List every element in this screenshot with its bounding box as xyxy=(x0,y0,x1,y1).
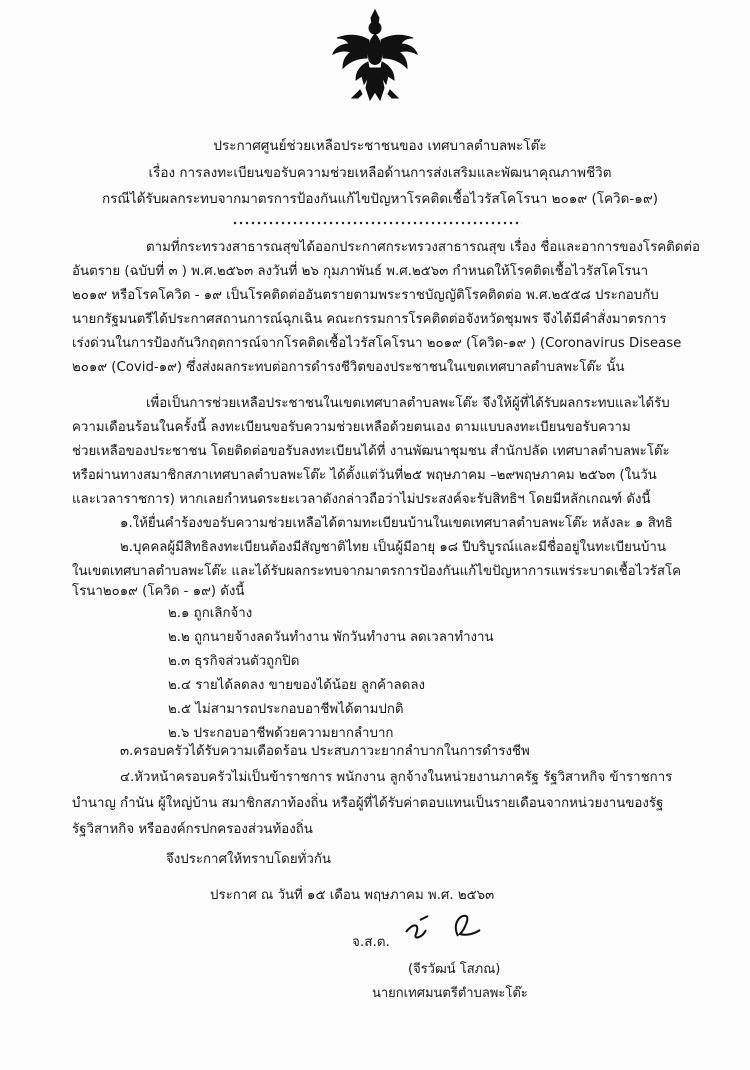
body-line: เพื่อเป็นการช่วยเหลือประชาชนในเขตเทศบาลตำบลพะโต๊ะ จึงให้ผู้ที่ได้รับผลกระทบและได้รับ xyxy=(146,396,670,411)
header-line-3: กรณีได้รับผลกระทบจากมาตรการป้องกันแก้ไขปัญหาโรคติดเชื้อไวรัสโคโรนา ๒๐๑๙ (โควิด-๑๙) xyxy=(101,191,658,207)
header-line-1: ประกาศศูนย์ช่วยเหลือประชาชนของ เทศบาลตำบลพะโต๊ะ xyxy=(213,138,547,154)
body-line: อันตราย (ฉบับที่ ๓ ) พ.ศ.๒๕๖๓ ลงวันที่ ๒๖ กุมภาพันธ์ พ.ศ.๒๕๖๓ กำหนดให้โรคติดเชื้อไวรัสโคโรนา xyxy=(72,264,649,279)
sub-criterion: ๒.๖ ประกอบอาชีพด้วยความยากลำบาก xyxy=(168,726,394,741)
body-line: ตามที่กระทรวงสาธารณสุขได้ออกประกาศกระทรวงสาธารณสุข เรื่อง ชื่อและอาการของโรคติดต่อ xyxy=(146,240,700,255)
body-line: โรนา๒๐๑๙ (โควิด - ๑๙) ดังนี้ xyxy=(72,584,245,599)
signer-rank: จ.ส.ต. xyxy=(352,934,390,950)
separator-asterisks xyxy=(232,220,522,226)
sub-criterion: ๒.๒ ถูกนายจ้างลดวันทำงาน พักวันทำงาน ลดเวลาทำงาน xyxy=(168,630,494,645)
handwritten-signature-icon xyxy=(400,912,490,942)
body-line: ๒๐๑๙ (Covid-๑๙) ซึ่งส่งผลกระทบต่อการดำรงชีวิตของประชาชนในเขตเทศบาลตำบลพะโต๊ะ นั้น xyxy=(72,360,625,375)
criterion-3: ๓.ครอบครัวได้รับความเดือดร้อน ประสบภาวะยากลำบากในการดำรงชีพ xyxy=(120,744,530,759)
body-line: ๒๐๑๙ หรือโรคโควิด - ๑๙ เป็นโรคติดต่ออันตรายตามพระราชบัญญัติโรคติดต่อ พ.ศ.๒๕๕๘ ประกอบกับ xyxy=(72,288,659,303)
body-line: บำนาญ กำนัน ผู้ใหญ่บ้าน สมาชิกสภาท้องถิ่น หรือผู้ที่ได้รับค่าตอบแทนเป็นรายเดือนจากหน่วยงานของรัฐ xyxy=(72,796,664,811)
body-line: หรือผ่านทางสมาชิกสภาเทศบาลตำบลพะโต๊ะ ได้ตั้งแต่วันที่๒๕ พฤษภาคม –๒๙พฤษภาคม ๒๕๖๓ (ในวัน xyxy=(72,468,657,483)
criterion-4: ๔.หัวหน้าครอบครัวไม่เป็นข้าราชการ พนักงาน ลูกจ้างในหน่วยงานภาครัฐ รัฐวิสาหกิจ ข้าราชการ xyxy=(120,770,673,785)
sub-criterion: ๒.๑ ถูกเลิกจ้าง xyxy=(168,606,253,621)
body-line: รัฐวิสาหกิจ หรือองค์กรปกครองส่วนท้องถิ่น xyxy=(72,822,313,837)
body-line: ในเขตเทศบาลตำบลพะโต๊ะ และได้รับผลกระทบจากมาตรการป้องกันแก้ไขปัญหาการแพร่ระบาดเชื้อไวรัสโค xyxy=(72,564,682,579)
criterion-2: ๒.บุคคลผู้มีสิทธิลงทะเบียนต้องมีสัญชาติไทย เป็นผู้มีอายุ ๑๘ ปีบริบูรณ์และมีชื่ออยู่ในทะเบียนบ้าน xyxy=(120,540,666,555)
body-line: เร่งด่วนในการป้องกันวิกฤตการณ์จากโรคติดเชื้อไวรัสโคโรนา ๒๐๑๙ (โควิด-๑๙ ) (Coronavirus Disease xyxy=(72,336,682,351)
garuda-emblem-icon xyxy=(330,6,420,106)
announcement-date: ประกาศ ณ วันที่ ๑๕ เดือน พฤษภาคม พ.ศ. ๒๕๖๓ xyxy=(210,888,495,903)
body-line: ช่วยเหลือของประชาชน โดยติดต่อขอรับลงทะเบียนได้ที่ งานพัฒนาชุมชน สำนักปลัด เทศบาลตำบลพะโต๊ะ xyxy=(72,444,670,459)
criterion-1: ๑.ให้ยื่นคำร้องขอรับความช่วยเหลือได้ตามทะเบียนบ้านในเขตเทศบาลตำบลพะโต๊ะ หลังละ ๑ สิทธิ xyxy=(120,516,673,531)
signer-name: (จีรวัฒน์ โสภณ) xyxy=(408,962,501,977)
sub-criterion: ๒.๓ ธุรกิจส่วนตัวถูกปิด xyxy=(168,654,300,669)
sub-criterion: ๒.๔ รายได้ลดลง ขายของได้น้อย ลูกค้าลดลง xyxy=(168,678,425,693)
body-line: นายกรัฐมนตรีได้ประกาศสถานการณ์ฉุกเฉิน คณะกรรมการโรคติดต่อจังหวัดชุมพร จึงได้มีคำสั่งมาตรการ xyxy=(72,312,667,327)
body-line: ความเดือนร้อนในครั้งนี้ ลงทะเบียนขอรับความช่วยเหลือด้วยตนเอง ตามแบบลงทะเบียนขอรับความ xyxy=(72,420,631,435)
header-subject: เรื่อง การลงทะเบียนขอรับความช่วยเหลือด้านการส่งเสริมและพัฒนาคุณภาพชีวิต xyxy=(148,165,612,181)
body-line: และเวลาราชการ) หากเลยกำหนดระยะเวลาดังกล่าวถือว่าไม่ประสงค์จะรับสิทธิฯ โดยมีหลักเกณฑ์ ดังนี้ xyxy=(72,492,651,507)
sub-criterion: ๒.๕ ไม่สามารถประกอบอาชีพได้ตามปกติ xyxy=(168,702,404,717)
signer-title: นายกเทศมนตรีตำบลพะโต๊ะ xyxy=(372,986,528,1001)
closing-statement: จึงประกาศให้ทราบโดยทั่วกัน xyxy=(166,852,331,867)
